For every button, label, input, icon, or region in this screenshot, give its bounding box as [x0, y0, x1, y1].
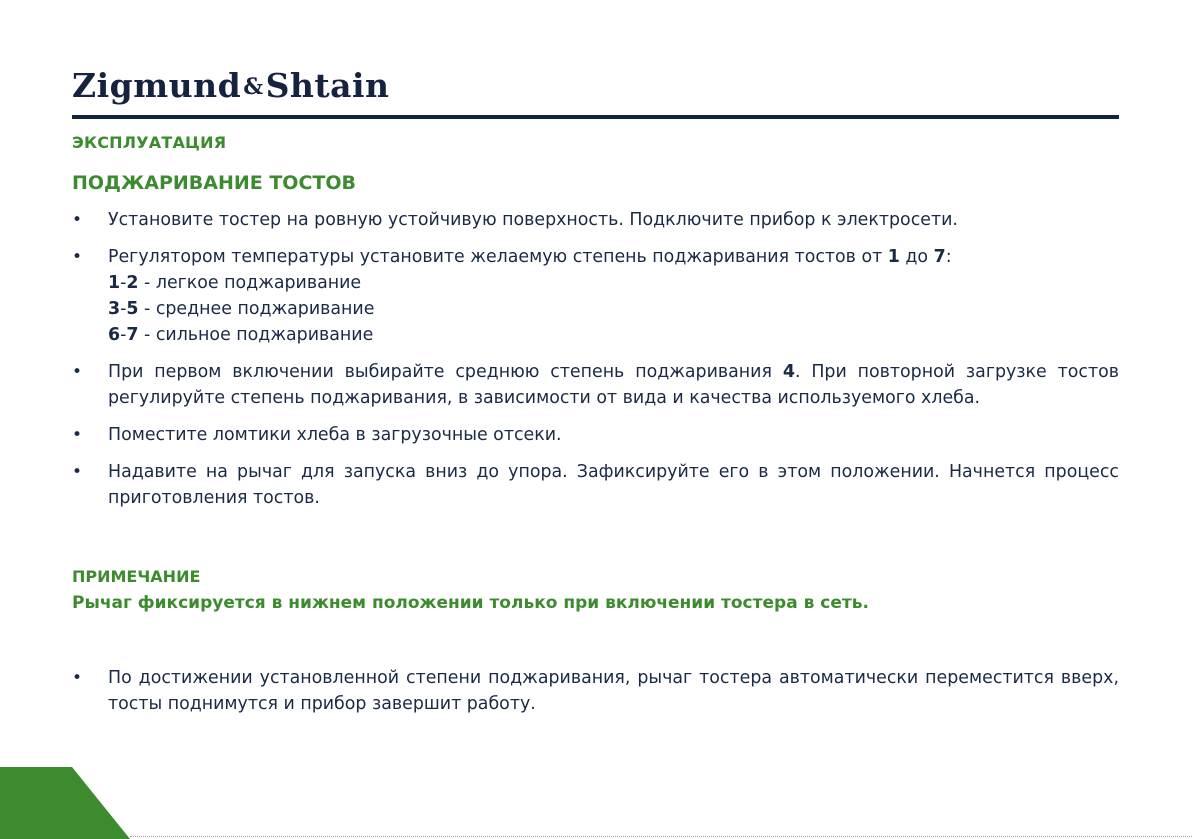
step-3-rest: . При повторной загрузке тостов регулируйте степень поджаривания, в зависимости от вида и качества используемого хлеба.: [108, 362, 1119, 408]
step-2-end: :: [945, 247, 952, 267]
level-dash: -: [120, 273, 127, 293]
logo-word-1: Zigmund: [72, 66, 242, 105]
page-heading: ПОДЖАРИВАНИЕ ТОСТОВ: [72, 172, 356, 194]
list-item: [72, 422, 1119, 448]
step-4-text: Поместите ломтики хлеба в загрузочные отсеки.: [108, 425, 562, 445]
list-item: [72, 207, 1119, 233]
level-dash: -: [120, 325, 127, 345]
level-to: 2: [126, 273, 139, 293]
list-item: [72, 244, 1119, 348]
section-label: ЭКСПЛУАТАЦИЯ: [72, 133, 227, 152]
list-item: [72, 459, 1119, 511]
level-from: 6: [108, 325, 121, 345]
step-2-mid: до: [899, 247, 934, 267]
green-corner-shape: [0, 767, 130, 839]
level-from: 3: [108, 299, 121, 319]
list-item: [72, 665, 1119, 717]
final-list: [72, 665, 1119, 728]
note-text: Рычаг фиксируется в нижнем положении только при включении тостера в сеть.: [72, 593, 869, 613]
logo-ampersand: &: [243, 74, 264, 100]
level-from: 1: [108, 273, 121, 293]
step-1-text: Установите тостер на ровную устойчивую поверхность. Подключите прибор к электросети.: [108, 210, 958, 230]
step-5-text: Надавите на рычаг для запуска вниз до упора. Зафиксируйте его в этом положении. Начнется процесс приготовления тостов.: [108, 462, 1119, 508]
corner-decoration: [0, 767, 130, 839]
level-to: 5: [126, 299, 139, 319]
level-text: - легкое поджаривание: [138, 273, 362, 293]
step-3-level: 4: [782, 362, 795, 382]
step-2-min: 1: [887, 247, 900, 267]
level-dash: -: [120, 299, 127, 319]
level-text: - сильное поджаривание: [138, 325, 374, 345]
header-divider: [72, 115, 1119, 119]
footer-divider: [130, 836, 1192, 838]
step-3-lead: При первом включении выбирайте среднюю степень поджаривания: [108, 362, 783, 382]
level-to: 7: [126, 325, 139, 345]
final-step-text: По достижении установленной степени поджаривания, рычаг тостера автоматически переместится вверх, тосты поднимутся и прибор завершит работу.: [108, 668, 1119, 714]
step-2-max: 7: [933, 247, 946, 267]
level-row: [108, 296, 1119, 322]
instruction-list: [72, 207, 1119, 522]
logo-word-2: Shtain: [265, 66, 390, 105]
level-row: [108, 322, 1119, 348]
level-row: [108, 270, 1119, 296]
step-2-lead: Регулятором температуры установите желаемую степень поджаривания тостов от: [108, 247, 888, 267]
note-label: ПРИМЕЧАНИЕ: [72, 567, 201, 586]
brand-logo: [72, 66, 390, 105]
level-text: - среднее поджаривание: [138, 299, 375, 319]
list-item: [72, 359, 1119, 411]
